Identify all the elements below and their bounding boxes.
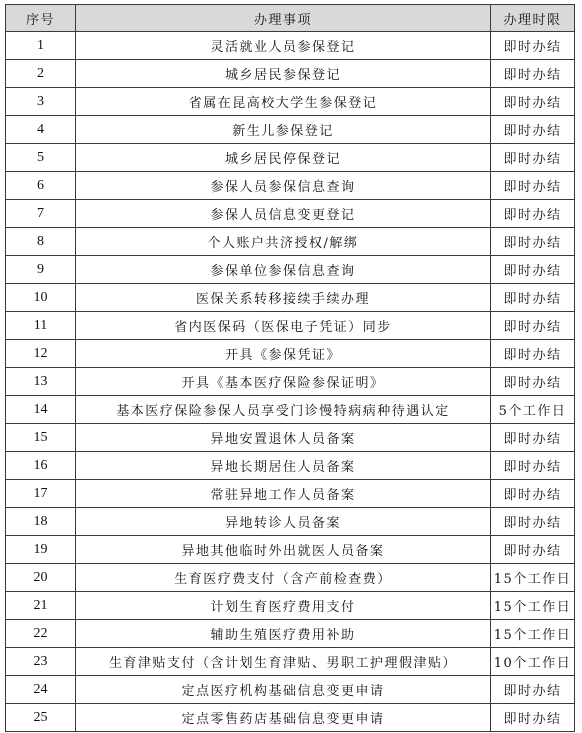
table-row [6, 88, 575, 116]
row-time-limit: 15个工作日 [491, 592, 575, 620]
row-serial-number: 4 [6, 116, 76, 144]
table-row [6, 144, 575, 172]
row-serial-number: 20 [6, 564, 76, 592]
row-serial-number: 22 [6, 620, 76, 648]
row-service-item: 城乡居民停保登记 [76, 144, 491, 172]
row-time-limit: 5个工作日 [491, 396, 575, 424]
table-row [6, 32, 575, 60]
row-time-limit: 即时办结 [491, 172, 575, 200]
row-service-item: 异地转诊人员备案 [76, 508, 491, 536]
table-row [6, 452, 575, 480]
row-serial-number: 18 [6, 508, 76, 536]
row-serial-number: 19 [6, 536, 76, 564]
row-time-limit: 15个工作日 [491, 620, 575, 648]
table-row [6, 536, 575, 564]
row-time-limit: 即时办结 [491, 88, 575, 116]
row-service-item: 城乡居民参保登记 [76, 60, 491, 88]
row-service-item: 异地其他临时外出就医人员备案 [76, 536, 491, 564]
row-service-item: 开具《基本医疗保险参保证明》 [76, 368, 491, 396]
row-serial-number: 9 [6, 256, 76, 284]
row-service-item: 开具《参保凭证》 [76, 340, 491, 368]
row-service-item: 生育医疗费支付（含产前检查费） [76, 564, 491, 592]
row-service-item: 省内医保码（医保电子凭证）同步 [76, 312, 491, 340]
table-row [6, 648, 575, 676]
row-service-item: 辅助生殖医疗费用补助 [76, 620, 491, 648]
row-time-limit: 即时办结 [491, 256, 575, 284]
row-time-limit: 即时办结 [491, 676, 575, 704]
table-body [6, 32, 575, 732]
row-service-item: 生育津贴支付（含计划生育津贴、男职工护理假津贴） [76, 648, 491, 676]
row-service-item: 省属在昆高校大学生参保登记 [76, 88, 491, 116]
table-row [6, 564, 575, 592]
row-serial-number: 7 [6, 200, 76, 228]
row-serial-number: 21 [6, 592, 76, 620]
table-row [6, 396, 575, 424]
row-serial-number: 25 [6, 704, 76, 732]
row-serial-number: 3 [6, 88, 76, 116]
row-time-limit: 即时办结 [491, 116, 575, 144]
table-row [6, 592, 575, 620]
row-time-limit: 即时办结 [491, 536, 575, 564]
row-serial-number: 12 [6, 340, 76, 368]
row-serial-number: 11 [6, 312, 76, 340]
row-service-item: 定点医疗机构基础信息变更申请 [76, 676, 491, 704]
row-service-item: 个人账户共济授权/解绑 [76, 228, 491, 256]
table-row [6, 508, 575, 536]
row-service-item: 异地安置退休人员备案 [76, 424, 491, 452]
row-serial-number: 14 [6, 396, 76, 424]
table-row [6, 228, 575, 256]
table-row [6, 284, 575, 312]
row-serial-number: 13 [6, 368, 76, 396]
table-row [6, 368, 575, 396]
row-service-item: 新生儿参保登记 [76, 116, 491, 144]
row-service-item: 定点零售药店基础信息变更申请 [76, 704, 491, 732]
row-serial-number: 23 [6, 648, 76, 676]
row-service-item: 医保关系转移接续手续办理 [76, 284, 491, 312]
row-serial-number: 17 [6, 480, 76, 508]
row-serial-number: 2 [6, 60, 76, 88]
row-time-limit: 即时办结 [491, 368, 575, 396]
table-row [6, 256, 575, 284]
row-time-limit: 15个工作日 [491, 564, 575, 592]
row-serial-number: 5 [6, 144, 76, 172]
table-row [6, 676, 575, 704]
row-time-limit: 即时办结 [491, 60, 575, 88]
row-serial-number: 6 [6, 172, 76, 200]
table-row [6, 116, 575, 144]
row-serial-number: 8 [6, 228, 76, 256]
row-time-limit: 即时办结 [491, 200, 575, 228]
row-serial-number: 15 [6, 424, 76, 452]
table-row [6, 60, 575, 88]
row-service-item: 灵活就业人员参保登记 [76, 32, 491, 60]
table-row [6, 704, 575, 732]
header-serial-number: 序号 [6, 5, 76, 32]
row-serial-number: 16 [6, 452, 76, 480]
row-service-item: 基本医疗保险参保人员享受门诊慢特病病种待遇认定 [76, 396, 491, 424]
row-serial-number: 24 [6, 676, 76, 704]
row-service-item: 参保人员参保信息查询 [76, 172, 491, 200]
row-time-limit: 即时办结 [491, 284, 575, 312]
row-service-item: 参保人员信息变更登记 [76, 200, 491, 228]
row-time-limit: 即时办结 [491, 704, 575, 732]
row-time-limit: 即时办结 [491, 32, 575, 60]
row-time-limit: 即时办结 [491, 480, 575, 508]
header-time-limit: 办理时限 [491, 5, 575, 32]
row-serial-number: 1 [6, 32, 76, 60]
row-time-limit: 即时办结 [491, 228, 575, 256]
row-time-limit: 即时办结 [491, 452, 575, 480]
row-service-item: 参保单位参保信息查询 [76, 256, 491, 284]
row-time-limit: 即时办结 [491, 424, 575, 452]
row-time-limit: 即时办结 [491, 312, 575, 340]
row-time-limit: 即时办结 [491, 340, 575, 368]
row-service-item: 异地长期居住人员备案 [76, 452, 491, 480]
row-time-limit: 即时办结 [491, 508, 575, 536]
table-row [6, 340, 575, 368]
row-serial-number: 10 [6, 284, 76, 312]
table-row [6, 312, 575, 340]
row-service-item: 计划生育医疗费用支付 [76, 592, 491, 620]
table-row [6, 620, 575, 648]
table-row [6, 200, 575, 228]
table-row [6, 424, 575, 452]
table-header-row [6, 5, 575, 32]
table-row [6, 480, 575, 508]
service-items-table [5, 4, 575, 732]
table-row [6, 172, 575, 200]
row-time-limit: 10个工作日 [491, 648, 575, 676]
row-time-limit: 即时办结 [491, 144, 575, 172]
header-service-item: 办理事项 [76, 5, 491, 32]
row-service-item: 常驻异地工作人员备案 [76, 480, 491, 508]
